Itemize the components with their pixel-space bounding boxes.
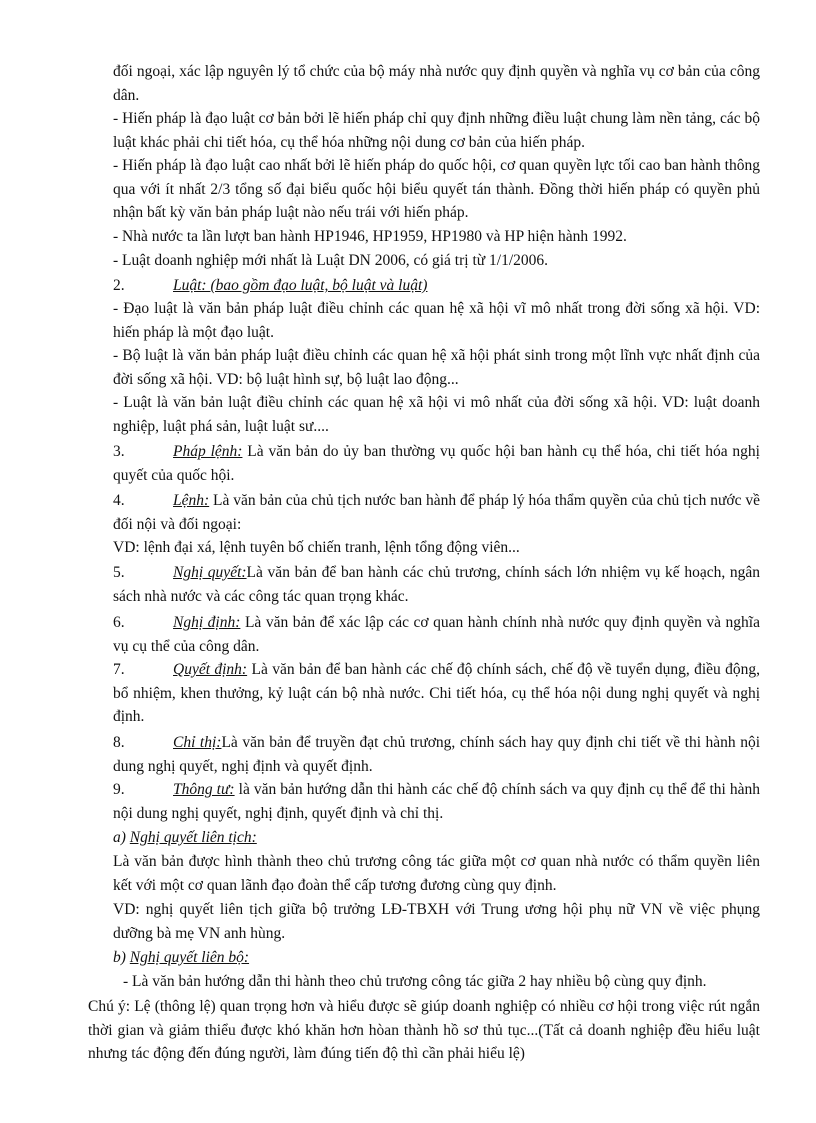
section-text: Là văn bản do ủy ban thường vụ quốc hội ban hành cụ thể hóa, chi tiết hóa nghị quyết của quốc hội. (113, 443, 760, 484)
section-title: Thông tư: (173, 781, 235, 798)
paragraph-luat: - Luật là văn bản luật điều chỉnh các quan hệ xã hội vi mô nhất của đời sống xã hội. VD: luật doanh nghiệp, luật phá sản, luật luật sư.... (113, 394, 760, 435)
subsection-title: Nghị quyết liên tịch: (129, 829, 257, 846)
section-text: Là văn bản để truyền đạt chủ trương, chính sách hay quy định chi tiết về thi hành nội dung nghị quyết, nghị định và quyết định. (113, 734, 761, 775)
paragraph-constitution-intro: đối ngoại, xác lập nguyên lý tổ chức của bộ máy nhà nước quy định quyền và nghĩa vụ cơ bản của công dân. (113, 63, 760, 104)
paragraph-constitution-highest-law: - Hiến pháp là đạo luật cao nhất bởi lẽ hiến pháp do quốc hội, cơ quan quyền lực tối cao ban hành thông qua với ít nhất 2/3 tổng số đại biểu quốc hội biểu quyết tán thành. Đồng thời hiến pháp có quyền phủ nhận bất kỳ văn bản pháp luật nào nếu trái với hiến pháp. (113, 157, 760, 222)
paragraph-note: Chú ý: Lệ (thông lệ) quan trọng hơn và hiểu được sẽ giúp doanh nghiệp có nhiều cơ hội trong việc rút ngắn thời gian và giảm thiểu được khó khăn hơn hòan thành hồ sơ thủ tục...(Tất cả doanh nghiệp đều hiểu luật nhưng tác động đến đúng người, làm đúng tiến độ thì cần phải hiểu lệ) (88, 998, 760, 1063)
paragraph-nghi-quyet-lien-tich-example: VD: nghị quyết liên tịch giữa bộ trưởng LĐ-TBXH với Trung ương hội phụ nữ VN về việc phụng dưỡng bà mẹ VN anh hùng. (113, 901, 760, 942)
section-3-phap-lenh (113, 440, 760, 487)
section-number: 9. (113, 781, 125, 798)
section-text: Là văn bản để ban hành các chế độ chính sách, chế độ về tuyển dụng, điều động, bổ nhiệm, khen thưởng, kỷ luật cán bộ nhà nước. Chi tiết hóa, cụ thể hóa nội dung nghị quyết và nghị định. (113, 661, 760, 726)
section-title: Nghị định: (173, 614, 241, 631)
subsection-letter: a) (113, 829, 126, 846)
section-number: 7. (113, 661, 125, 678)
section-title: Quyết định: (173, 661, 248, 678)
section-number: 5. (113, 564, 125, 581)
section-4-lenh (113, 489, 760, 536)
section-title: Chỉ thị: (173, 734, 222, 751)
section-number: 8. (113, 734, 125, 751)
subsection-a-heading (113, 826, 760, 850)
subsection-b-heading (113, 946, 760, 970)
paragraph-dao-luat: - Đạo luật là văn bản pháp luật điều chỉnh các quan hệ xã hội vĩ mô nhất trong đời sống xã hội. VD: hiến pháp là một đạo luật. (113, 300, 760, 341)
section-title: Lệnh: (173, 492, 210, 509)
section-8-chi-thi (113, 731, 760, 778)
paragraph-constitution-history: - Nhà nước ta lần lượt ban hành HP1946, HP1959, HP1980 và HP hiện hành 1992. (113, 228, 627, 245)
section-number: 3. (113, 443, 125, 460)
paragraph-bo-luat: - Bộ luật là văn bản pháp luật điều chỉnh các quan hệ xã hội phát sinh trong một lĩnh vực nhất định của đời sống xã hội. VD: bộ luật hình sự, bộ luật lao động... (113, 347, 760, 388)
section-text: là văn bản hướng dẫn thi hành các chế độ chính sách va quy định cụ thể để thi hành nội dung nghị quyết, nghị định, quyết định và chỉ thị. (113, 781, 760, 822)
section-9-thong-tu (113, 778, 760, 825)
paragraph-lenh-example: VD: lệnh đại xá, lệnh tuyên bố chiến tranh, lệnh tổng động viên... (113, 539, 520, 556)
section-2-heading (113, 274, 760, 298)
section-7-quyet-dinh (113, 658, 760, 729)
paragraph-constitution-basic-law: - Hiến pháp là đạo luật cơ bản bởi lẽ hiến pháp chỉ quy định những điều luật chung làm nền tảng, các bộ luật khác phải chi tiết hóa, cụ thể hóa những nội dung cơ bản của hiến pháp. (113, 110, 760, 151)
section-title: Pháp lệnh: (173, 443, 243, 460)
section-number: 6. (113, 614, 125, 631)
section-title: Luật: (bao gồm đạo luật, bộ luật và luật) (173, 277, 428, 294)
section-title: Nghị quyết: (173, 564, 247, 581)
section-number: 2. (113, 277, 125, 294)
section-number: 4. (113, 492, 125, 509)
section-6-nghi-dinh (113, 611, 760, 658)
paragraph-nghi-quyet-lien-tich: Là văn bản được hình thành theo chủ trương công tác giữa một cơ quan nhà nước có thẩm quyền liên kết với một cơ quan lãnh đạo đoàn thể cấp tương đương cùng quy định. (113, 853, 760, 894)
section-text: Là văn bản của chủ tịch nước ban hành để pháp lý hóa thẩm quyền của chủ tịch nước về đối nội và đối ngoại: (113, 492, 760, 533)
section-5-nghi-quyet (113, 561, 760, 608)
section-text: Là văn bản để xác lập các cơ quan hành chính nhà nước quy định quyền và nghĩa vụ cụ thể của công dân. (113, 614, 760, 655)
subsection-title: Nghị quyết liên bộ: (129, 949, 250, 966)
section-text: Là văn bản để ban hành các chủ trương, chính sách lớn nhiệm vụ kế hoạch, ngân sách nhà nước và các công tác quan trọng khác. (113, 564, 761, 605)
paragraph-nghi-quyet-lien-bo: - Là văn bản hướng dẫn thi hành theo chủ trương công tác giữa 2 hay nhiều bộ cùng quy định. (123, 973, 707, 990)
paragraph-enterprise-law: - Luật doanh nghiệp mới nhất là Luật DN 2006, có giá trị từ 1/1/2006. (113, 252, 549, 269)
subsection-letter: b) (113, 949, 126, 966)
